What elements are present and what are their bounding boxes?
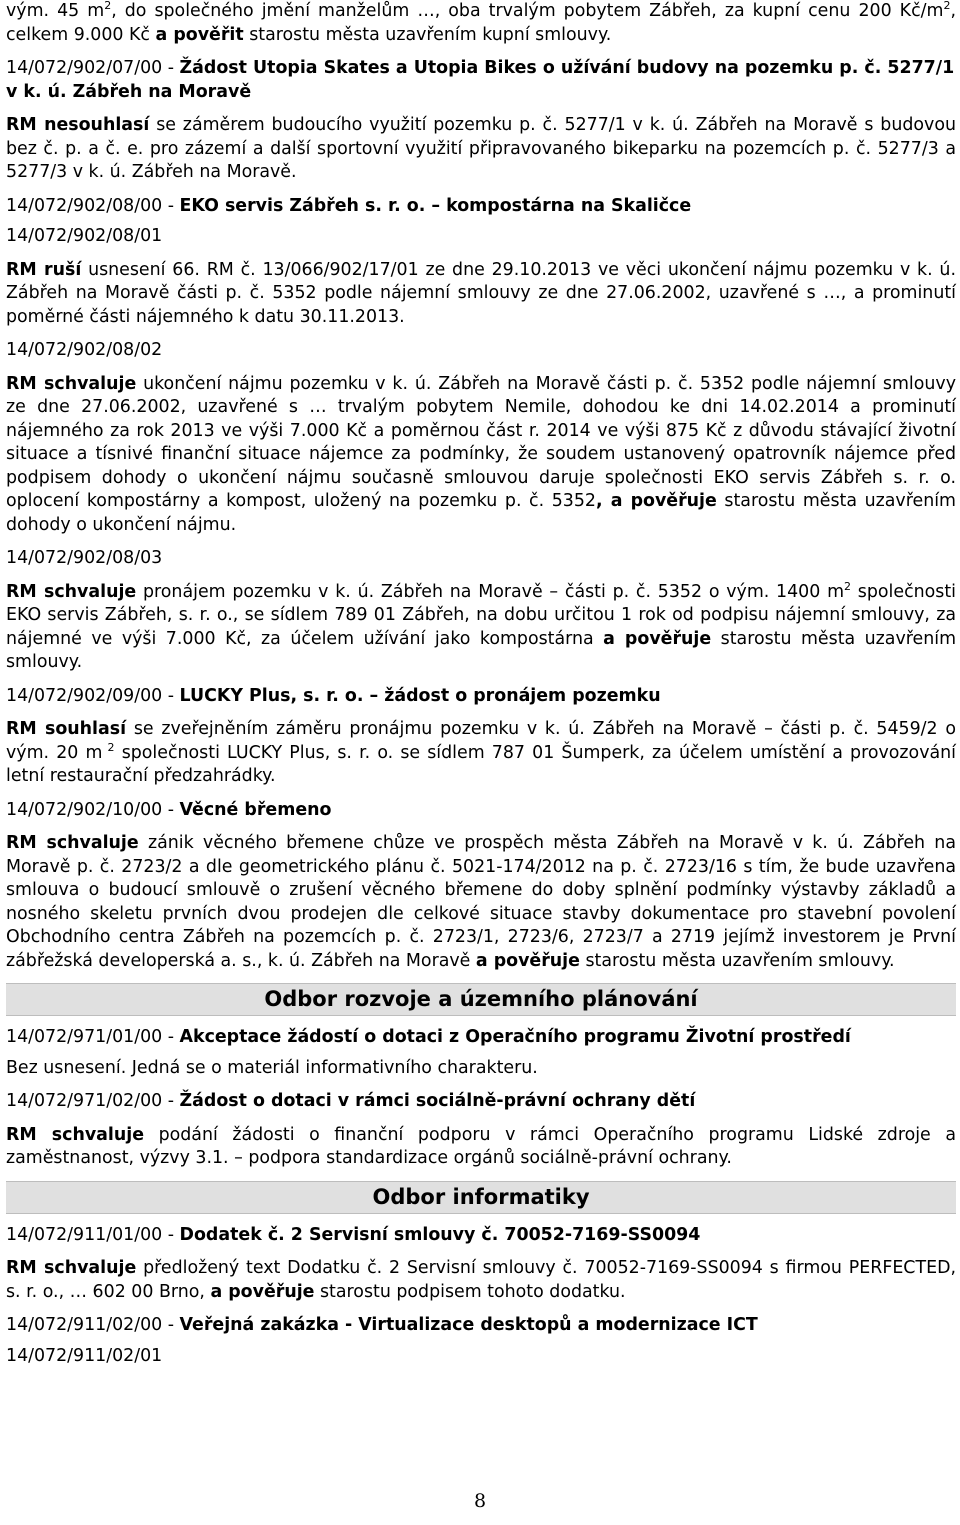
- item-heading-vecne-bremeno: 14/072/902/10/00 - Věcné břemeno: [6, 799, 332, 820]
- resolution-08-01: RM ruší usnesení 66. RM č. 13/066/902/17/01 ze dne 29.10.2013 ve věci ukončení nájmu pozemku v k. ú. Zábřeh na Moravě části p. č. 5352 podle nájemní smlouvy ze dne 27.06.2002, uzavřené s …, a prominutí poměrné části nájemného k datu 30.11.2013.: [6, 259, 956, 327]
- resolution-vecne-bremeno: RM schvaluje zánik věcného břemene chůze ve prospěch města Zábřeh na Moravě v k. ú. Zábřeh na Moravě p. č. 2723/2 a dle geometrického plánu č. 5021-174/2012 na p. č. 2723/16 s tím, že bude uzavřena smlouva o budoucí smlouvě o zrušení věcného břemene do doby splnění podmínky výstavby základů a nosného skeletu prvních dvou prodejen dle celkové situace stavby dokumentace pro stavební povolení Obchodního centra Zábřeh na pozemcích p. č. 2723/1, 2723/6, 2723/7 a 2719 jejímž investorem je První zábřežská developerská a. s., k. ú. Zábřeh na Moravě a pověřuje starostu města uzavřením smlouvy.: [6, 833, 956, 971]
- document-page: [6, 0, 956, 1368]
- item-heading-lucky-plus: 14/072/902/09/00 - LUCKY Plus, s. r. o. – žádost o pronájem pozemku: [6, 685, 661, 706]
- resolution-dodatek: RM schvaluje předložený text Dodatku č. 2 Servisní smlouvy č. 70052-7169-SS0094 s firmou PERFECTED, s. r. o., … 602 00 Brno, a pověřuje starostu podpisem tohoto dodatku.: [6, 1258, 956, 1302]
- section-heading-informatika: Odbor informatiky: [6, 1181, 956, 1214]
- item-heading-verejna-zakazka: 14/072/911/02/00 - Veřejná zakázka - Virtualizace desktopů a modernizace ICT: [6, 1315, 758, 1335]
- item-code-08-03: 14/072/902/08/03: [6, 548, 163, 568]
- item-heading-utopia: 14/072/902/07/00 - Žádost Utopia Skates a Utopia Bikes o užívání budovy na pozemku p. č. 5277/1 v k. ú. Zábřeh na Moravě: [6, 58, 955, 102]
- item-heading-dotace-deti: 14/072/971/02/00 - Žádost o dotaci v rámci sociálně-právní ochrany dětí: [6, 1091, 696, 1111]
- resolution-dotace-deti: RM schvaluje podání žádosti o finanční podporu v rámci Operačního programu Lidské zdroje a zaměstnanost, výzvy 3.1. – podpora standardizace orgánů sociálně-právní ochrany.: [6, 1124, 956, 1168]
- item-code-08-01: 14/072/902/08/01: [6, 226, 163, 246]
- resolution-lucky-plus: RM souhlasí se zveřejněním záměru pronájmu pozemku v k. ú. Zábřeh na Moravě – části p. č. 5459/2 o vým. 20 m $^2$ společnosti LUCKY Plus, s. r. o. se sídlem 787 01 Šumperk, za účelem umístění a provozování letní restaurační předzahrádky.: [6, 719, 956, 786]
- item-heading-dodatek: 14/072/911/01/00 - Dodatek č. 2 Servisní smlouvy č. 70052-7169-SS0094: [6, 1224, 701, 1245]
- resolution-utopia: RM nesouhlasí se záměrem budoucího využití pozemku p. č. 5277/1 v k. ú. Zábřeh na Moravě s budovou bez č. p. a č. e. pro zázemí a další sportovní využití připravovaného bikeparku na pozemcích p. č. 5277/3 a 5277/3 v k. ú. Zábřeh na Moravě.: [6, 115, 956, 182]
- section-heading-rozvoj: Odbor rozvoje a územního plánování: [6, 983, 956, 1016]
- item-code-02-01: 14/072/911/02/01: [6, 1345, 163, 1366]
- item-heading-akceptace: 14/072/971/01/00 - Akceptace žádostí o dotaci z Operačního programu Životní prostředí: [6, 1027, 851, 1047]
- item-heading-eko-servis: 14/072/902/08/00 - EKO servis Zábřeh s. r. o. – kompostárna na Skaličce: [6, 195, 692, 216]
- item-code-08-02: 14/072/902/08/02: [6, 340, 163, 360]
- page-number: 8: [473, 1490, 487, 1512]
- resolution-08-02: RM schvaluje ukončení nájmu pozemku v k. ú. Zábřeh na Moravě části p. č. 5352 podle nájemní smlouvy ze dne 27.06.2002, uzavřené s … trvalým pobytem Nemile, dohodou ke dni 14.02.2014 a prominutí nájemného za rok 2013 ve výši 7.000 Kč a poměrnou část r. 2014 ve výši 875 Kč z důvodu stávající životní situace a tísnivé finanční situace nájemce za podmínky, že soudem ustanovený opatrovník nájemce před podpisem dohody o ukončení nájmu současně smlouvou daruje společnosti EKO servis Zábřeh s. r. o. oplocení kompostárny a kompost, uložený na pozemku p. č. 5352, a pověřuje starostu města uzavřením dohody o ukončení nájmu.: [6, 373, 956, 535]
- resolution-08-03: RM schvaluje pronájem pozemku v k. ú. Zábřeh na Moravě – části p. č. 5352 o vým. 1400 $m^2$ společnosti EKO servis Zábřeh, s. r. o., se sídlem 789 01 Zábřeh, na dobu určitou 1 rok od podpisu nájemní smlouvy, za nájemné ve výši 7.000 Kč, za účelem užívání jako kompostárna a pověřuje starostu města uzavřením smlouvy.: [6, 579, 957, 672]
- paragraph-sale-terms: vým. 45 $m^2$, do společného jmění manželům …, oba trvalým pobytem Zábřeh, za kupní cenu 200 $Kč/m^2$, celkem 9.000 Kč a pověřit starostu města uzavřením kupní smlouvy.: [6, 0, 956, 45]
- note-bez-usneseni: Bez usnesení. Jedná se o materiál informativního charakteru.: [6, 1057, 538, 1078]
